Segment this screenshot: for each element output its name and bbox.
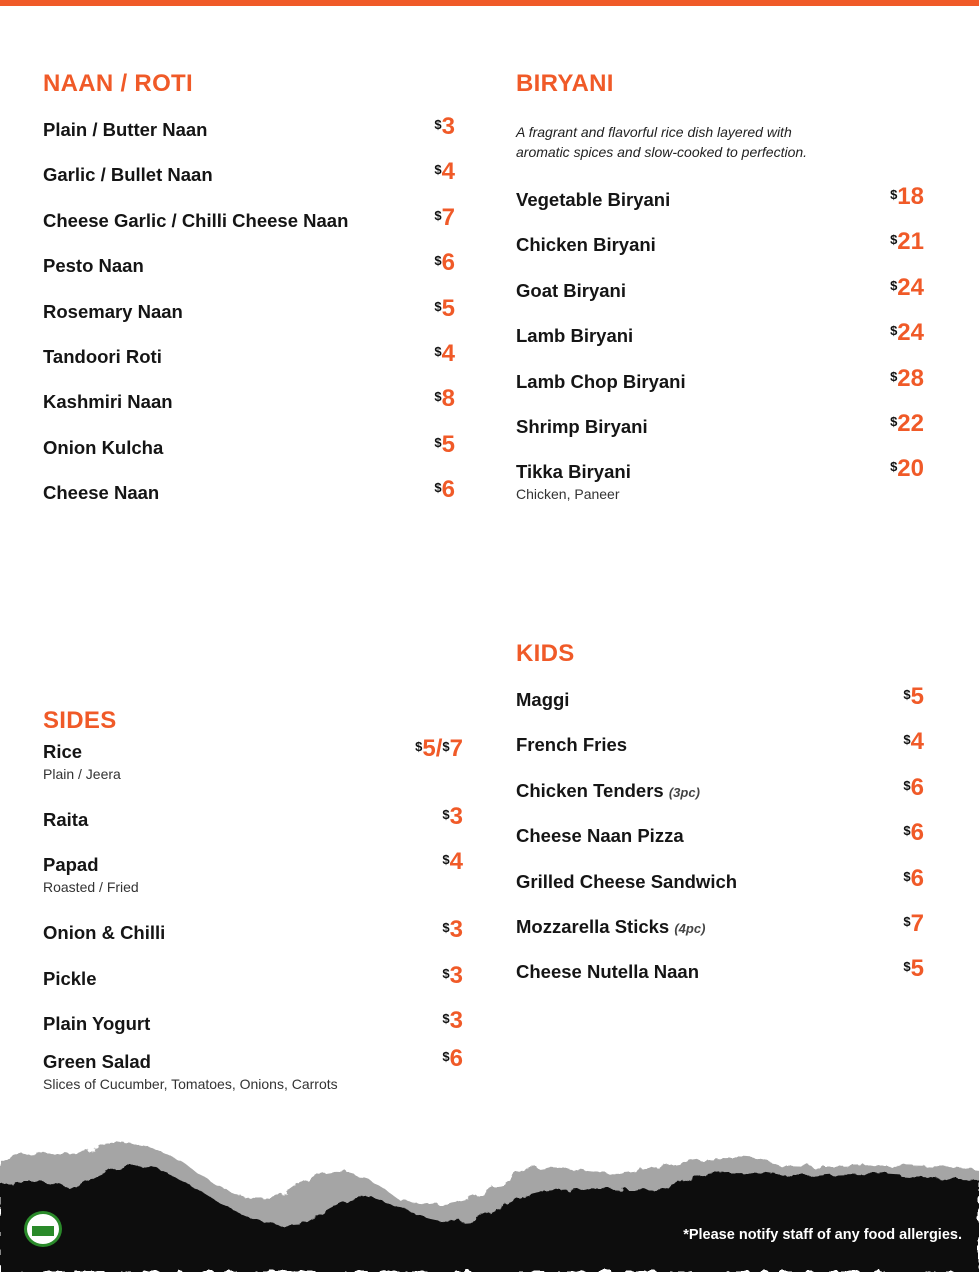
currency-symbol: $ (890, 459, 898, 475)
currency-symbol: $ (434, 343, 442, 359)
menu-item (516, 273, 924, 324)
item-options: Chicken, Paneer (516, 486, 620, 503)
price-value: 6 (441, 476, 455, 504)
currency-symbol: $ (903, 777, 911, 793)
item-price (415, 734, 463, 764)
currency-symbol: $ (415, 739, 423, 754)
item-name-text: Onion & Chilli (43, 922, 166, 944)
item-name (516, 960, 924, 984)
item-price (442, 847, 463, 877)
currency-symbol: $ (890, 277, 898, 293)
item-price (434, 475, 455, 505)
currency-symbol: $ (434, 207, 442, 223)
menu-item (43, 430, 455, 481)
item-name-text: Cheese Naan (43, 482, 160, 504)
item-name-text: Cheese Naan Pizza (516, 825, 684, 847)
item-price (890, 454, 924, 484)
price-value: 28 (897, 364, 924, 392)
item-name-text: Pesto Naan (43, 255, 144, 277)
price-value: 22 (897, 409, 924, 437)
price-value: 6 (449, 1045, 463, 1073)
item-name (43, 390, 455, 414)
item-name (43, 300, 455, 324)
currency-symbol: $ (442, 1011, 450, 1027)
sides-section (43, 707, 463, 1118)
biryani-section (516, 70, 924, 528)
currency-symbol: $ (903, 913, 911, 929)
item-name-text: Goat Biryani (516, 279, 626, 301)
menu-item (43, 735, 463, 808)
item-name-text: Vegetable Biryani (516, 189, 671, 210)
menu-item (516, 319, 924, 369)
item-name-text: Pickle (43, 967, 97, 989)
price-value: 3 (449, 916, 463, 944)
item-price (442, 915, 463, 945)
price-value: 6 (910, 773, 924, 801)
allergy-note: *Please notify staff of any food allergies. (683, 1227, 962, 1243)
item-price (890, 318, 924, 348)
item-name (43, 808, 463, 832)
item-price (434, 203, 455, 233)
item-name (516, 688, 924, 712)
item-name (43, 163, 455, 187)
item-name-text: Raita (43, 809, 89, 830)
item-name-text: Chicken Biryani (516, 234, 656, 256)
item-price (903, 818, 924, 848)
item-name-text: Chicken Tenders (516, 779, 664, 801)
item-name-text: Plain / Butter Naan (43, 119, 208, 140)
currency-symbol: $ (434, 253, 442, 269)
item-price (890, 273, 924, 303)
item-price (903, 909, 924, 939)
menu-item (516, 773, 924, 824)
item-name (43, 436, 455, 460)
item-name (43, 254, 455, 278)
item-name-text: Cheese Garlic / Chilli Cheese Naan (43, 209, 349, 231)
item-name-text: Cheese Nutella Naan (516, 961, 700, 983)
currency-symbol: $ (903, 732, 911, 748)
currency-symbol: $ (890, 368, 898, 384)
currency-symbol: $ (890, 323, 898, 339)
item-name (516, 324, 924, 348)
menu-item (43, 294, 455, 345)
menu-item (516, 728, 924, 778)
item-name-text: Grilled Cheese Sandwich (516, 870, 738, 892)
item-price (442, 1044, 463, 1074)
menu-item (43, 803, 463, 853)
price-value: 4 (441, 339, 455, 367)
top-accent-bar (0, 0, 979, 6)
item-price (434, 112, 455, 142)
item-name-text: Tandoori Roti (43, 345, 162, 367)
section-title: BIRYANI (516, 70, 614, 97)
menu-item (516, 228, 924, 278)
item-price (890, 227, 924, 257)
item-name-text: Lamb Chop Biryani (516, 370, 686, 392)
item-name (516, 824, 924, 848)
price-value-large: 7 (449, 735, 463, 762)
currency-symbol: $ (434, 117, 442, 132)
item-price (890, 182, 924, 212)
currency-symbol: $ (442, 1049, 450, 1065)
currency-symbol: $ (890, 187, 898, 202)
item-name (516, 915, 924, 941)
price-separator: / (435, 735, 443, 762)
currency-symbol: $ (890, 413, 898, 429)
menu-item (516, 909, 924, 960)
menu-item (43, 249, 455, 299)
item-price (434, 157, 455, 187)
price-value: 7 (441, 203, 455, 231)
item-name-text: Lamb Biryani (516, 325, 634, 347)
price-value: 5 (441, 294, 455, 322)
section-title: KIDS (516, 640, 575, 667)
item-price (442, 802, 463, 832)
section-title: SIDES (43, 707, 117, 734)
item-price (434, 339, 455, 369)
item-portion-note: (4pc) (674, 920, 706, 936)
price-value: 3 (449, 803, 463, 830)
currency-symbol: $ (903, 687, 911, 702)
item-options: Roasted / Fried (43, 879, 139, 896)
item-price (903, 727, 924, 757)
item-name-text: Rosemary Naan (43, 300, 183, 322)
price-value: 4 (441, 158, 455, 186)
item-name-text: Tikka Biryani (516, 461, 631, 483)
item-price (434, 248, 455, 278)
menu-item (43, 1045, 463, 1118)
menu-item (516, 183, 924, 233)
item-name (43, 1012, 463, 1036)
item-name-text: Rice (43, 741, 83, 762)
currency-symbol: $ (434, 480, 442, 496)
menu-item (43, 961, 463, 1012)
price-value: 24 (897, 319, 924, 347)
price-value: 6 (910, 864, 924, 892)
item-options: Plain / Jeera (43, 766, 121, 782)
menu-item (516, 955, 924, 1005)
currency-symbol: $ (442, 739, 450, 754)
item-price (903, 682, 924, 712)
item-name-text: Maggi (516, 689, 570, 710)
price-value: 8 (441, 385, 455, 413)
price-value: 3 (449, 961, 463, 989)
currency-symbol: $ (890, 232, 898, 248)
menu-item (43, 339, 455, 390)
price-value: 20 (897, 455, 924, 483)
item-price (890, 409, 924, 439)
item-name-text: Papad (43, 854, 99, 876)
item-name (516, 188, 924, 212)
currency-symbol: $ (442, 920, 450, 936)
item-name (43, 345, 455, 369)
price-value: 18 (897, 183, 924, 210)
price-value: 7 (910, 909, 924, 937)
menu-item (516, 819, 924, 869)
item-name (43, 921, 463, 945)
price-value: 5 (422, 735, 436, 762)
menu-item (516, 364, 924, 415)
menu-item (43, 203, 455, 254)
menu-item (516, 864, 924, 915)
item-name (516, 233, 924, 257)
price-value: 3 (449, 1007, 463, 1035)
currency-symbol: $ (442, 852, 450, 868)
ink-brush-footer (0, 1130, 979, 1272)
item-name (516, 460, 924, 484)
menu-item (43, 113, 455, 163)
price-value: 4 (449, 848, 463, 876)
menu-item (43, 1007, 463, 1050)
price-value: 21 (897, 228, 924, 256)
vegetarian-badge-logo (24, 1211, 62, 1247)
item-name-text: Green Salad (43, 1051, 151, 1073)
menu-item (43, 848, 463, 921)
naan-roti-section (43, 70, 455, 527)
item-portion-note: (3pc) (668, 784, 700, 800)
item-name (516, 779, 924, 805)
item-name (43, 481, 455, 505)
item-price (434, 384, 455, 414)
item-name-text: French Fries (516, 734, 628, 756)
item-name-text: Onion Kulcha (43, 436, 164, 458)
currency-symbol: $ (903, 823, 911, 839)
item-name (43, 1050, 463, 1074)
item-name-text: Kashmiri Naan (43, 391, 173, 413)
item-options: Slices of Cucumber, Tomatoes, Onions, Carrots (43, 1076, 338, 1093)
currency-symbol: $ (434, 298, 442, 314)
currency-symbol: $ (434, 434, 442, 450)
menu-item (516, 409, 924, 460)
price-value: 5 (910, 955, 924, 983)
item-name (516, 870, 924, 894)
item-price (903, 864, 924, 894)
item-price (442, 1006, 463, 1036)
currency-symbol: $ (903, 959, 911, 975)
item-price (903, 773, 924, 803)
item-name-text: Mozzarella Sticks (516, 915, 670, 937)
item-price (903, 954, 924, 984)
item-price (434, 430, 455, 460)
currency-symbol: $ (442, 965, 450, 981)
item-name (43, 967, 463, 991)
menu-item (43, 158, 455, 208)
item-name (43, 740, 463, 764)
price-value: 4 (910, 728, 924, 756)
section-description: A fragrant and flavorful rice dish layered with aromatic spices and slow-cooked to perfection. (516, 124, 808, 160)
menu-item (43, 916, 463, 966)
price-value: 5 (910, 683, 924, 710)
item-name (43, 118, 455, 142)
price-value: 6 (441, 249, 455, 277)
currency-symbol: $ (442, 807, 450, 822)
item-name (516, 370, 924, 394)
menu-item (516, 455, 924, 528)
item-name (516, 733, 924, 757)
menu-item (516, 683, 924, 733)
item-name-text: Garlic / Bullet Naan (43, 164, 213, 186)
item-name-text: Plain Yogurt (43, 1013, 151, 1035)
item-name (516, 279, 924, 303)
price-value: 6 (910, 819, 924, 847)
section-title: NAAN / ROTI (43, 70, 193, 97)
item-name (43, 853, 463, 877)
item-price (890, 364, 924, 394)
price-value: 24 (897, 273, 924, 301)
currency-symbol: $ (434, 162, 442, 178)
item-name (43, 209, 455, 233)
menu-item (43, 385, 455, 435)
price-value: 5 (441, 430, 455, 458)
currency-symbol: $ (434, 389, 442, 405)
item-name (516, 415, 924, 439)
item-price (442, 961, 463, 991)
item-name-text: Shrimp Biryani (516, 415, 648, 437)
price-value: 3 (441, 113, 455, 140)
currency-symbol: $ (903, 868, 911, 884)
menu-item (43, 476, 455, 526)
kids-section (516, 640, 924, 1006)
item-price (434, 294, 455, 324)
